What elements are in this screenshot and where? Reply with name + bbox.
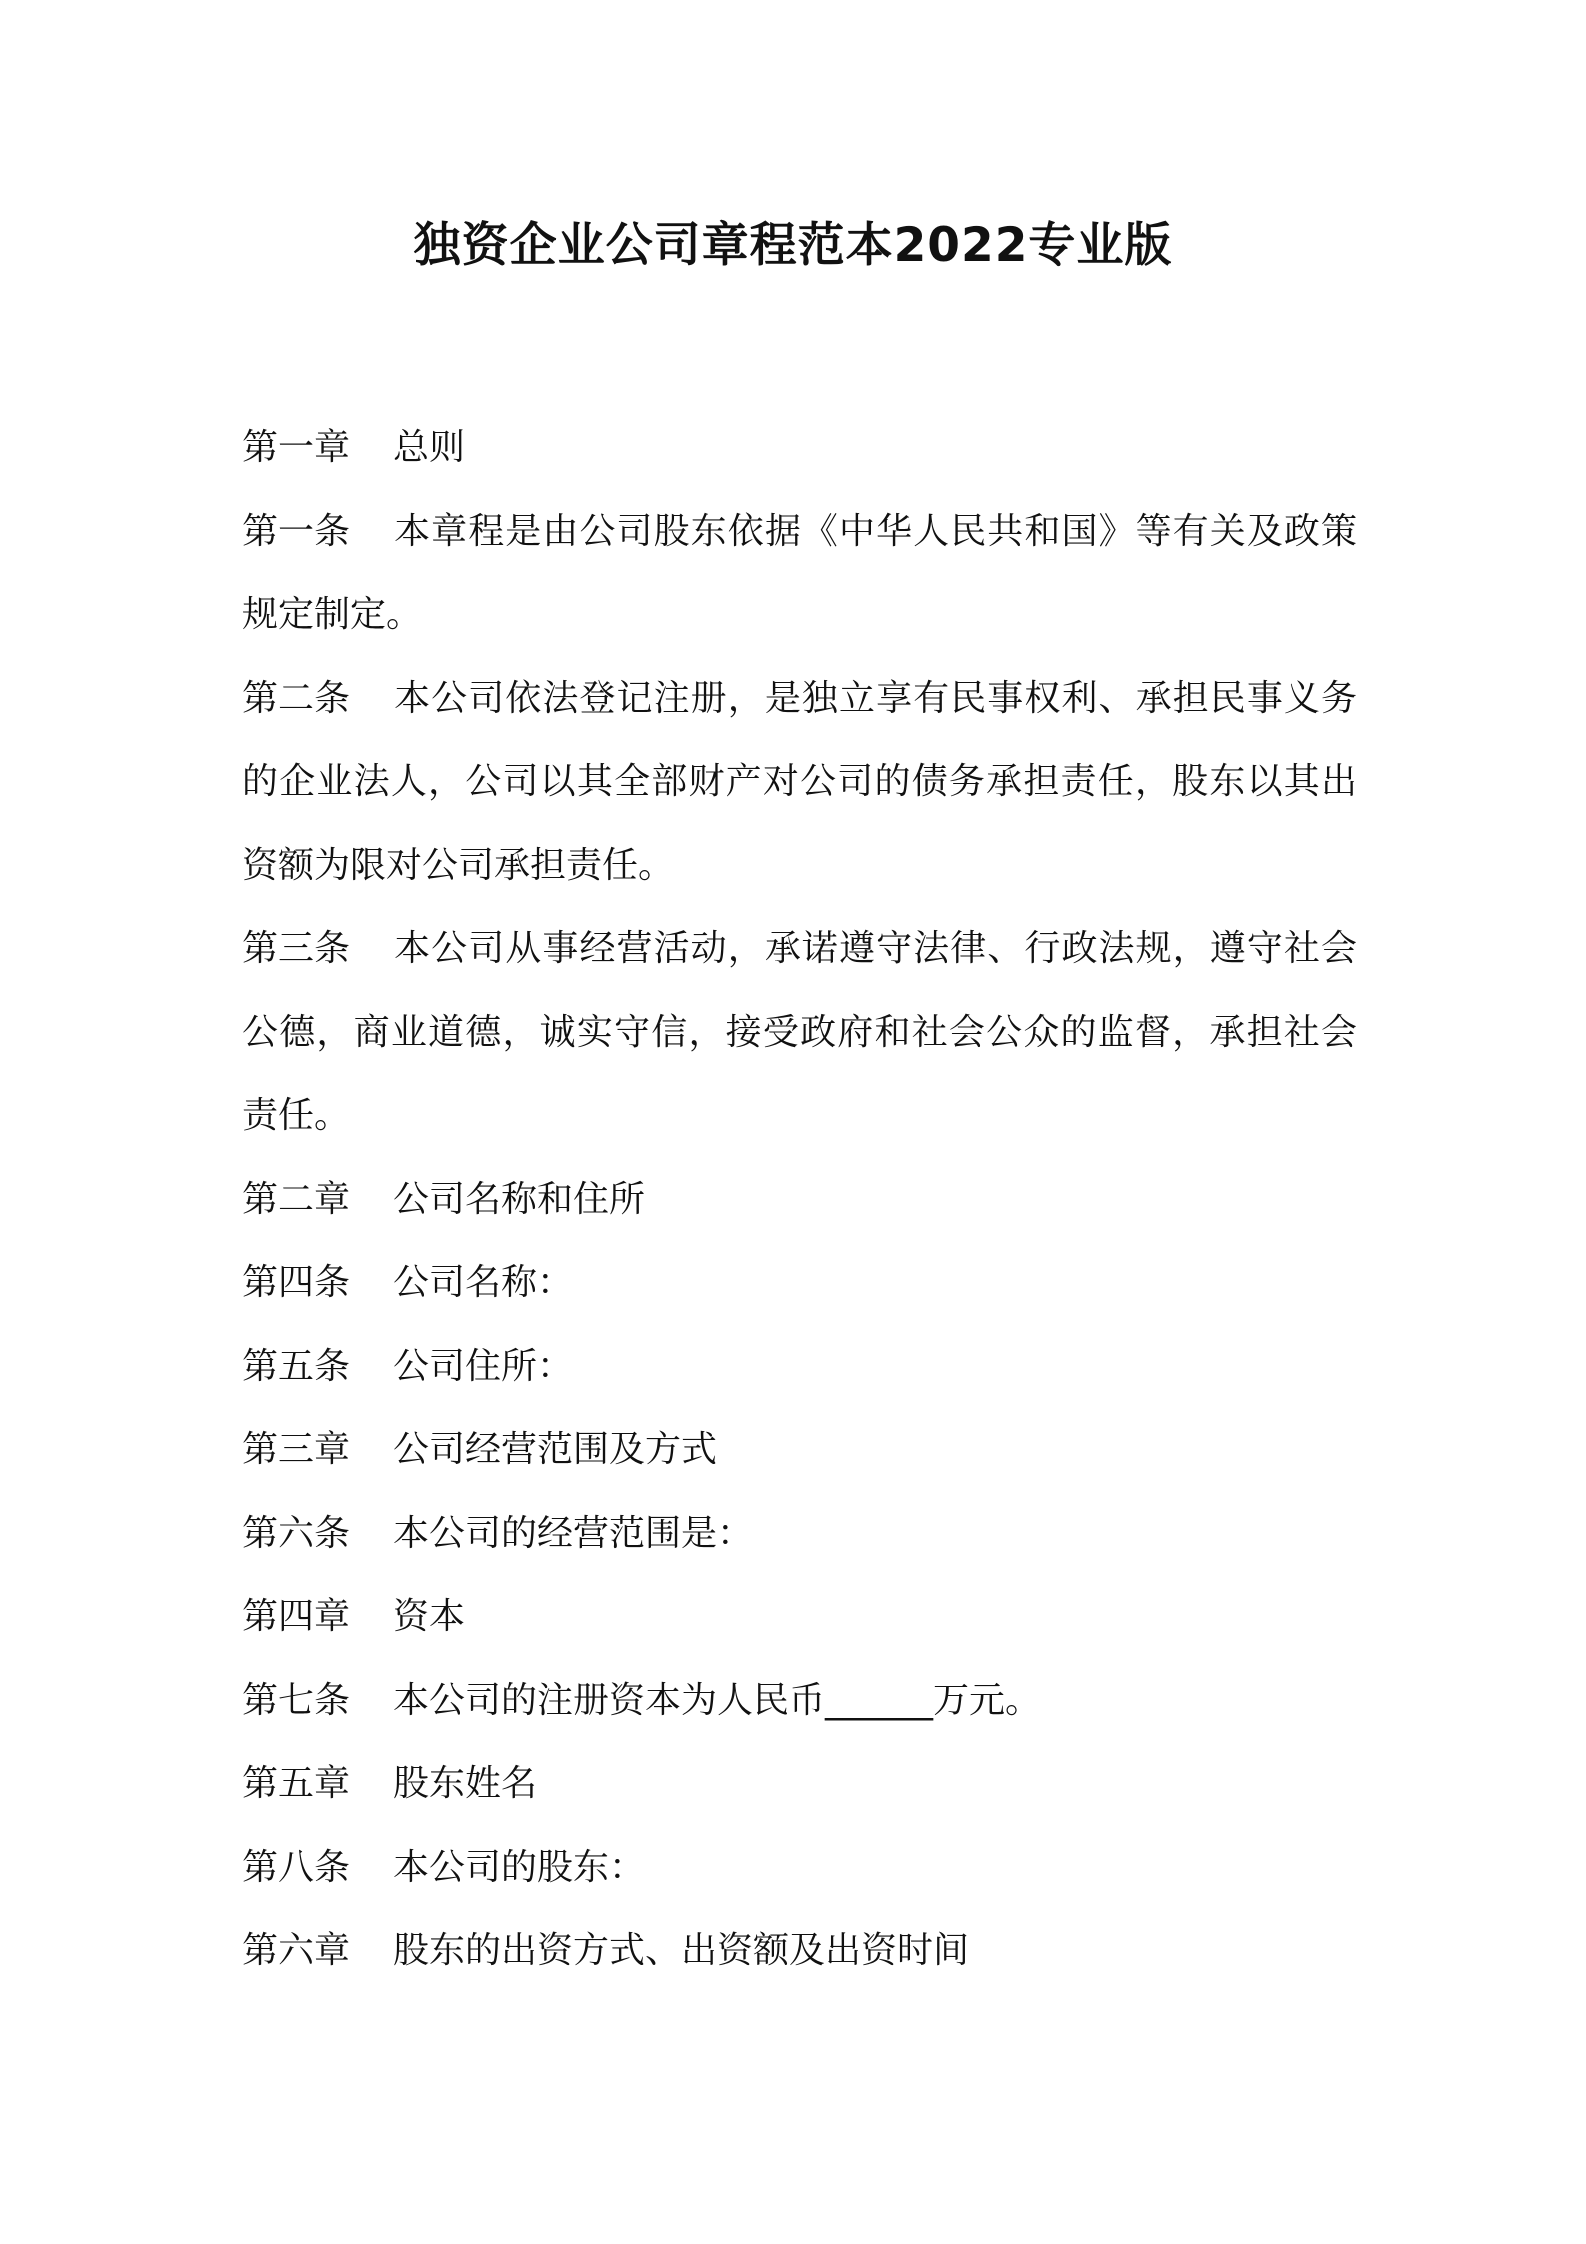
article-text: 本公司依法登记注册，是独立享有民事权利、承担民事义务的企业法人，公司以其全部财产对公司的债务承担责任，股东以其出资额为限对公司承担责任。 xyxy=(242,677,1357,886)
chapter-title: 公司名称和住所 xyxy=(393,1178,646,1220)
chapter-label: 第一章 xyxy=(242,427,351,468)
article-label: 第八条 xyxy=(242,1846,351,1888)
chapter-heading xyxy=(242,1158,1357,1242)
chapter-title: 股东姓名 xyxy=(393,1763,538,1804)
article-paragraph xyxy=(242,1325,1357,1409)
document-body xyxy=(242,406,1357,1993)
chapter-heading xyxy=(242,406,1357,490)
article-paragraph xyxy=(242,1492,1357,1576)
chapter-title: 公司经营范围及方式 xyxy=(393,1429,718,1470)
chapter-heading xyxy=(242,1909,1357,1993)
article-text: 公司住所： xyxy=(393,1345,574,1387)
article-label: 第三条 xyxy=(242,928,351,969)
document-title: 独资企业公司章程范本2022专业版 xyxy=(413,218,1173,273)
article-label: 第四条 xyxy=(242,1262,351,1303)
article-label: 第一条 xyxy=(242,510,351,552)
chapter-heading xyxy=(242,1742,1357,1826)
chapter-title: 总则 xyxy=(393,427,466,468)
article-text: 本公司从事经营活动，承诺遵守法律、行政法规，遵守社会公德，商业道德，诚实守信，接受政府和社会公众的监督，承担社会责任。 xyxy=(242,928,1357,1136)
chapter-label: 第二章 xyxy=(242,1178,351,1220)
article-paragraph xyxy=(242,490,1357,657)
article-text: 本公司的注册资本为人民币______万元。 xyxy=(393,1679,1042,1721)
article-label: 第二条 xyxy=(242,677,351,719)
article-label: 第七条 xyxy=(242,1679,351,1721)
article-paragraph xyxy=(242,1241,1357,1325)
article-text: 本公司的经营范围是： xyxy=(393,1512,754,1554)
chapter-label: 第六章 xyxy=(242,1930,351,1971)
article-paragraph xyxy=(242,1826,1357,1910)
article-label: 第五条 xyxy=(242,1345,351,1387)
article-paragraph xyxy=(242,907,1357,1158)
chapter-heading xyxy=(242,1408,1357,1492)
article-text: 本公司的股东： xyxy=(393,1846,646,1888)
chapter-title: 资本 xyxy=(393,1596,466,1637)
article-text: 本章程是由公司股东依据《中华人民共和国》等有关及政策规定制定。 xyxy=(242,510,1357,635)
article-paragraph xyxy=(242,1659,1357,1743)
chapter-heading xyxy=(242,1575,1357,1659)
article-text: 公司名称： xyxy=(393,1262,574,1303)
chapter-label: 第三章 xyxy=(242,1429,351,1470)
article-label: 第六条 xyxy=(242,1512,351,1554)
chapter-label: 第五章 xyxy=(242,1763,351,1804)
chapter-title: 股东的出资方式、出资额及出资时间 xyxy=(393,1930,970,1971)
article-paragraph xyxy=(242,657,1357,908)
chapter-label: 第四章 xyxy=(242,1596,351,1637)
